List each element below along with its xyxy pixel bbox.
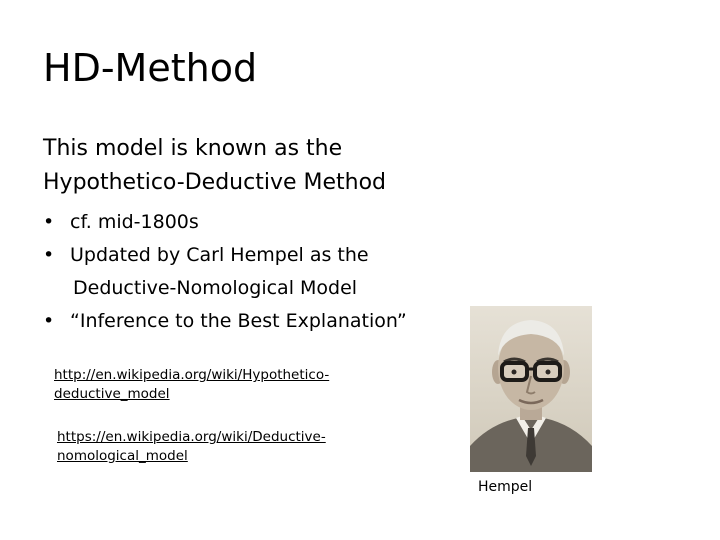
bullet-text: cf. mid-1800s	[70, 211, 199, 233]
bullet-continuation: Deductive-Nomological Model	[73, 277, 358, 299]
bullet-text: “Inference to the Best Explanation”	[70, 310, 407, 332]
slide-title: HD-Method	[43, 46, 258, 90]
bullet-item	[43, 239, 407, 305]
wikipedia-link-hypothetico-deductive[interactable]	[54, 366, 329, 404]
bullet-item	[43, 305, 407, 338]
intro-line-1: This model is known as the	[43, 136, 343, 161]
bullet-item	[43, 206, 407, 239]
bullet-list	[43, 206, 407, 338]
link-line-2: nomological_model	[57, 448, 188, 464]
intro-line-2: Hypothetico-Deductive Method	[43, 170, 387, 195]
link-line-1: http://en.wikipedia.org/wiki/Hypothetico-	[54, 367, 330, 383]
portrait-illustration	[470, 306, 592, 472]
wikipedia-link-deductive-nomological[interactable]	[57, 428, 326, 466]
intro-text	[43, 132, 386, 200]
bullet-text: Updated by Carl Hempel as the	[70, 244, 369, 266]
photo-caption: Hempel	[478, 479, 533, 495]
link-line-2: deductive_model	[54, 386, 170, 402]
hempel-portrait-photo	[470, 306, 592, 472]
link-line-1: https://en.wikipedia.org/wiki/Deductive-	[57, 429, 326, 445]
bullet-marker: •	[43, 310, 55, 332]
bullet-marker: •	[43, 211, 55, 233]
bullet-marker: •	[43, 244, 55, 266]
